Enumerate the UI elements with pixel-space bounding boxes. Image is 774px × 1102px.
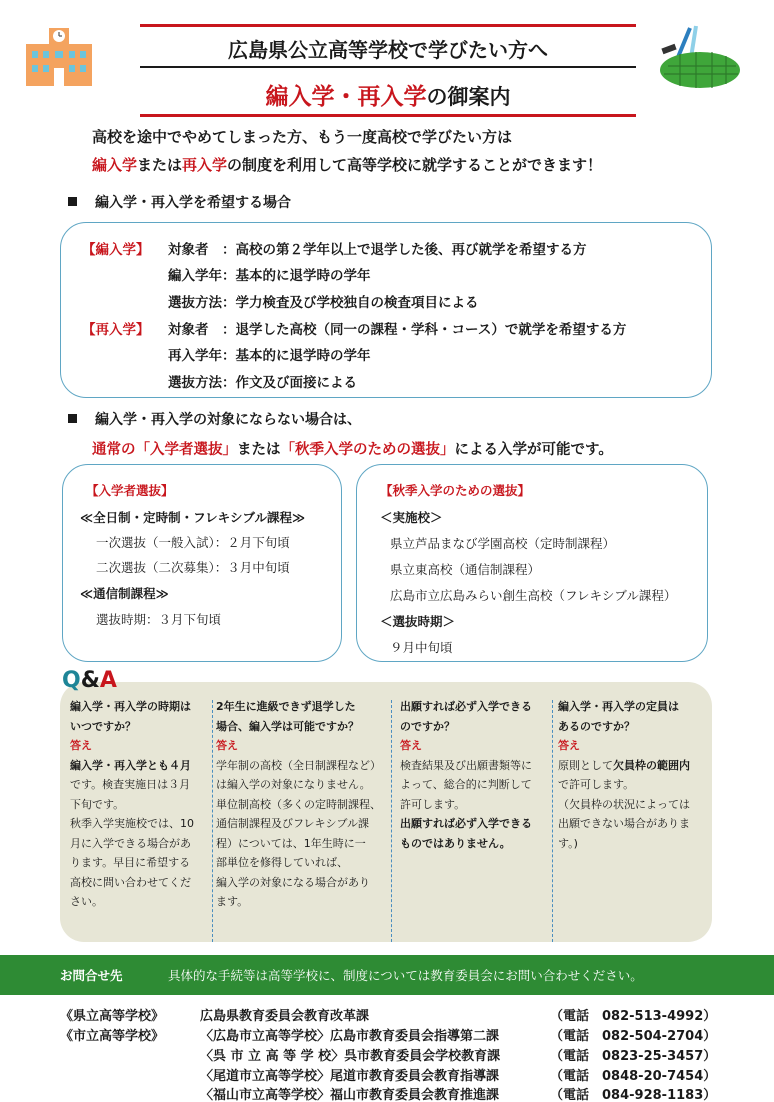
section1-heading <box>68 192 291 212</box>
answer-emphasis: 出願すれば必ず入学できる <box>400 817 532 830</box>
possible-text: による入学が可能です。 <box>454 442 613 458</box>
contact-category: 《市立高等学校》 <box>60 1029 165 1044</box>
answer-label: 答え <box>400 739 422 752</box>
bullet-square-icon <box>68 197 77 206</box>
period-item: ９月中旬頃 <box>390 640 453 655</box>
intro-line-1: 高校を途中でやめてしまった方、もう一度高校で学びたい方は <box>92 128 513 146</box>
answer-line: 検査結果及び出願書類等に <box>400 758 532 772</box>
intro-rest: の制度を利用して高等学校に就学することができます！ <box>227 156 603 174</box>
answer-label: 答え <box>216 739 238 752</box>
bullet-square-icon <box>68 414 77 423</box>
entrance-exam-title: 【入学者選抜】 <box>86 483 174 498</box>
question: 出願すれば必ず入学できる <box>400 700 532 713</box>
qa-item <box>558 697 708 853</box>
answer-line: です。検査実施日は３月 <box>70 778 191 791</box>
page-title: 広島県公立高等学校で学びたい方へ <box>228 38 548 62</box>
answer-line: 編入学の対象になる場合があり <box>216 875 370 889</box>
qa-title <box>62 668 117 693</box>
answer-line: で許可します。 <box>558 778 635 791</box>
answer-line: 学年制の高校（全日制課程など） <box>216 758 381 772</box>
intro-or: または <box>137 156 183 174</box>
contact-bar <box>0 955 774 995</box>
answer-line: よって、総合的に判断して <box>400 778 532 791</box>
question: いつですか？ <box>70 719 136 733</box>
answer-emphasis: 編入学・再入学とも４月 <box>70 758 191 772</box>
question: 編入学・再入学の定員は <box>558 700 679 713</box>
autumn-selection: 「秋季入学のための選抜」 <box>280 442 455 458</box>
section2-heading <box>68 409 361 429</box>
question: 編入学・再入学の時期は <box>70 700 191 713</box>
schedule-item: 一次選抜（一般入試）：２月下旬頃 <box>96 535 290 550</box>
contact-text: 具体的な手続等は高等学校に、制度については教育委員会にお問い合わせください。 <box>168 968 643 983</box>
course-type-fulltime: ≪全日制・定時制・フレキシブル課程≫ <box>80 510 306 525</box>
qa-divider <box>552 700 553 942</box>
contact-phone: （電話 0848-20-7454） <box>550 1069 717 1084</box>
hennyu-row: 対象者 ：高校の第２学年以上で退学した後、再び就学を希望する方 <box>168 242 587 258</box>
contact-phone: （電話 084-928-1183） <box>550 1088 717 1102</box>
contact-org: 〈呉 市 立 高 等 学 校〉呉市教育委員会学校教育課 <box>200 1049 501 1064</box>
section2-heading-text: 編入学・再入学の対象にならない場合は、 <box>95 412 361 428</box>
contact-org: 〈広島市立高等学校〉広島市教育委員会指導第二課 <box>200 1029 500 1044</box>
schedule-item: 選抜時期：３月下旬頃 <box>96 612 222 627</box>
question: 場合、編入学は可能ですか？ <box>216 719 359 733</box>
answer-line: さい。 <box>70 895 103 908</box>
page-subtitle <box>140 78 636 111</box>
answer-line: 部単位を修得していれば、 <box>216 856 348 869</box>
qa-item <box>70 697 210 912</box>
subtitle-rest: の御案内 <box>426 85 511 109</box>
autumn-entry-title: 【秋季入学のための選抜】 <box>380 483 531 498</box>
contact-phone: （電話 0823-25-3457） <box>550 1049 717 1064</box>
title-bottom-rule <box>140 114 636 117</box>
hennyu-tag: 【編入学】 <box>82 242 150 258</box>
title-top-rule <box>140 24 636 27</box>
contact-category: 《県立高等学校》 <box>60 1009 165 1024</box>
question: 2年生に進級できず退学した <box>216 700 356 713</box>
contact-phone: （電話 082-504-2704） <box>550 1029 717 1044</box>
answer-line: 出願できない場合がありま <box>558 817 690 830</box>
answer-line <box>558 756 708 776</box>
answer-line: は編入学の対象になりません。 <box>216 778 371 791</box>
qa-q: Q <box>62 668 81 693</box>
answer-line: 通信制課程及びフレキシブル課 <box>216 817 370 830</box>
answer-line: 月に入学できる場合があ <box>70 836 191 850</box>
intro-line-2 <box>92 154 602 175</box>
subtitle-highlight: 編入学・再入学 <box>265 84 427 110</box>
section2-line <box>92 438 613 459</box>
title-middle-rule <box>140 66 636 68</box>
answer-emphasis: ものではありません。 <box>400 836 511 850</box>
intro-sainyu: 再入学 <box>182 156 228 174</box>
qa-item <box>400 697 552 853</box>
school-building-icon <box>24 24 94 88</box>
schools-heading: ＜実施校＞ <box>380 510 443 525</box>
intro-hennyu: 編入学 <box>92 156 138 174</box>
qa-amp: & <box>80 668 100 693</box>
hennyu-row: 選抜方法：学力検査及び学校独自の検査項目による <box>168 295 479 311</box>
answer-line: ます。 <box>216 895 249 908</box>
section1-heading-text: 編入学・再入学を希望する場合 <box>95 195 291 211</box>
sainyu-row: 再入学年：基本的に退学時の学年 <box>168 348 371 364</box>
contact-org: 〈尾道市立高等学校〉尾道市教育委員会教育指導課 <box>200 1069 500 1084</box>
school-item: 広島市立広島みらい創生高校（フレキシブル課程） <box>390 588 677 603</box>
answer-line: 秋季入学実施校では、10 <box>70 817 194 830</box>
answer-label: 答え <box>70 739 92 752</box>
school-item: 県立芦品まなび学園高校（定時制課程） <box>390 536 616 551</box>
sainyu-row: 対象者 ：退学した高校（同一の課程・学科・コース）で就学を希望する方 <box>168 322 627 338</box>
pencil-case-icon <box>656 22 742 94</box>
answer-line: ります。早目に希望する <box>70 856 191 869</box>
answer-line: 下旬です。 <box>70 797 125 811</box>
course-type-correspondence: ≪通信制課程≫ <box>80 586 169 601</box>
question: のですか？ <box>400 719 455 733</box>
hennyu-row: 編入学年：基本的に退学時の学年 <box>168 268 371 284</box>
contact-org: 広島県教育委員会教育改革課 <box>200 1009 370 1024</box>
answer-line: 高校に問い合わせてくだ <box>70 875 191 889</box>
qa-a: A <box>99 668 117 693</box>
answer-text: 原則として <box>558 758 613 772</box>
contact-phone: （電話 082-513-4992） <box>550 1009 717 1024</box>
answer-line: 許可します。 <box>400 797 466 811</box>
or-text: または <box>237 442 281 458</box>
contact-label: お問合せ先 <box>60 968 123 983</box>
contact-org: 〈福山市立高等学校〉福山市教育委員会教育推進課 <box>200 1088 500 1102</box>
qa-item <box>216 697 392 912</box>
answer-emphasis: 欠員枠の範囲内 <box>613 758 690 772</box>
answer-line: 程）については、1年生時に一 <box>216 836 366 850</box>
schedule-item: 二次選抜（二次募集）：３月中旬頃 <box>96 560 290 575</box>
answer-line: 単位制高校（多くの定時制課程、 <box>216 797 381 811</box>
sainyu-row: 選抜方法：作文及び面接による <box>168 375 357 391</box>
answer-line: （欠員枠の状況によっては <box>558 797 690 811</box>
regular-selection: 通常の「入学者選抜」 <box>92 442 237 458</box>
answer-label: 答え <box>558 739 580 752</box>
school-item: 県立東高校（通信制課程） <box>390 562 541 577</box>
question: あるのですか？ <box>558 719 635 733</box>
period-heading: ＜選抜時期＞ <box>380 614 456 629</box>
sainyu-tag: 【再入学】 <box>82 322 150 338</box>
qa-divider <box>212 700 213 942</box>
answer-line: す。) <box>558 836 578 850</box>
